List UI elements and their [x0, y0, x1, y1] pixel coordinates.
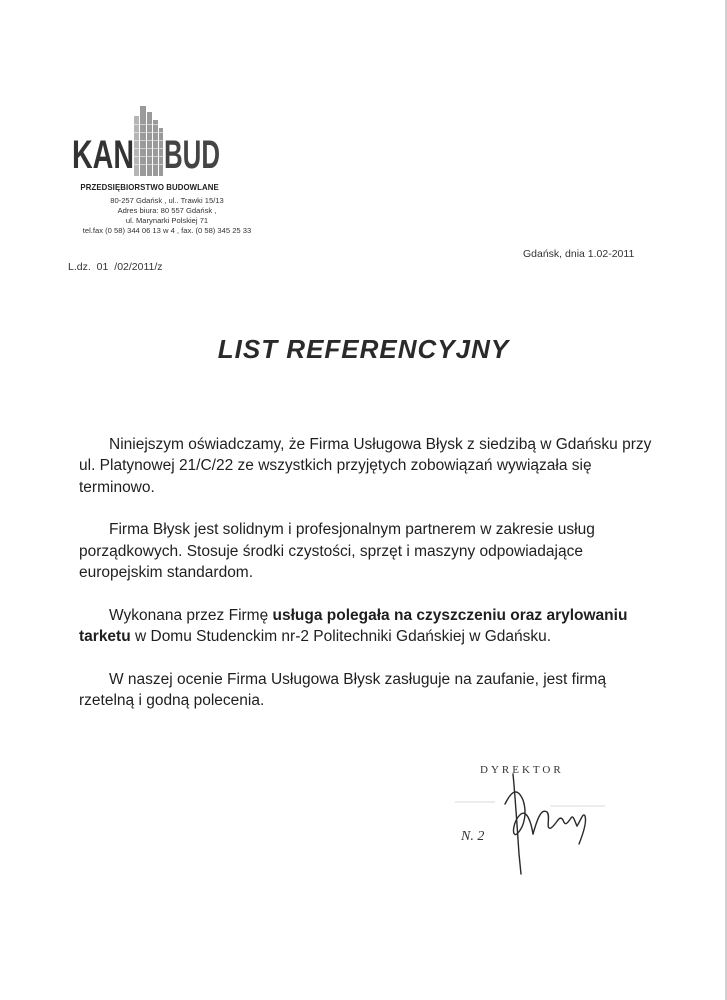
- kanbud-logo: [52, 106, 282, 186]
- paragraph: W naszej ocenie Firma Usługowa Błysk zasługuje na zaufanie, jest firmą rzetelną i godną polecenia.: [79, 670, 607, 710]
- handwritten-signature: [455, 764, 635, 884]
- paragraph: Niniejszym oświadczamy, że Firma Usługowa Błysk z siedzibą w Gdańsku przy ul. Platynowej 21/C/22 ze wszystkich przyjętych zobowiązań wywiązała się terminowo.: [79, 436, 652, 496]
- address-line: Adres biura: 80 557 Gdańsk ,: [117, 206, 217, 215]
- paragraph: [79, 605, 664, 648]
- logo-text-kan: KAN: [72, 133, 134, 177]
- phone-fax-line: tel.fax (0 58) 344 06 13 w 4 , fax. (0 58) 345 25 33: [82, 226, 252, 235]
- city-date: Gdańsk, dnia 1.02-2011: [523, 248, 635, 260]
- reference-number: L.dz. 01 /02/2011/z: [68, 261, 163, 273]
- paragraph-text: w Domu Studenckim nr-2 Politechniki Gdańskiej w Gdańsku.: [130, 628, 552, 646]
- company-name: PRZEDSIĘBIORSTWO BUDOWLANE: [80, 182, 219, 192]
- logo-text-bud: BUD: [164, 133, 220, 177]
- letter-body: [79, 434, 664, 733]
- document-title: LIST REFERENCYJNY: [217, 334, 510, 364]
- paragraph: Firma Błysk jest solidnym i profesjonalnym partnerem w zakresie usług porządkowych. Stosuje środki czystości, sprzęt i maszyny odpowiadające europejskim standardom.: [79, 521, 595, 581]
- signatory-title: DYREKTOR: [480, 764, 564, 776]
- signatory-initials: N. 2: [461, 829, 485, 844]
- address-line: ul. Marynarki Polskiej 71: [125, 216, 209, 225]
- signature-block: [455, 764, 635, 884]
- paragraph-text: Wykonana przez Firmę: [109, 606, 273, 624]
- address-line: 80-257 Gdańsk , ul.. Trawki 15/13: [110, 196, 224, 205]
- paragraph-bold-text: usługa polegała na czyszczeniu oraz arylowaniu tarketu: [79, 606, 628, 646]
